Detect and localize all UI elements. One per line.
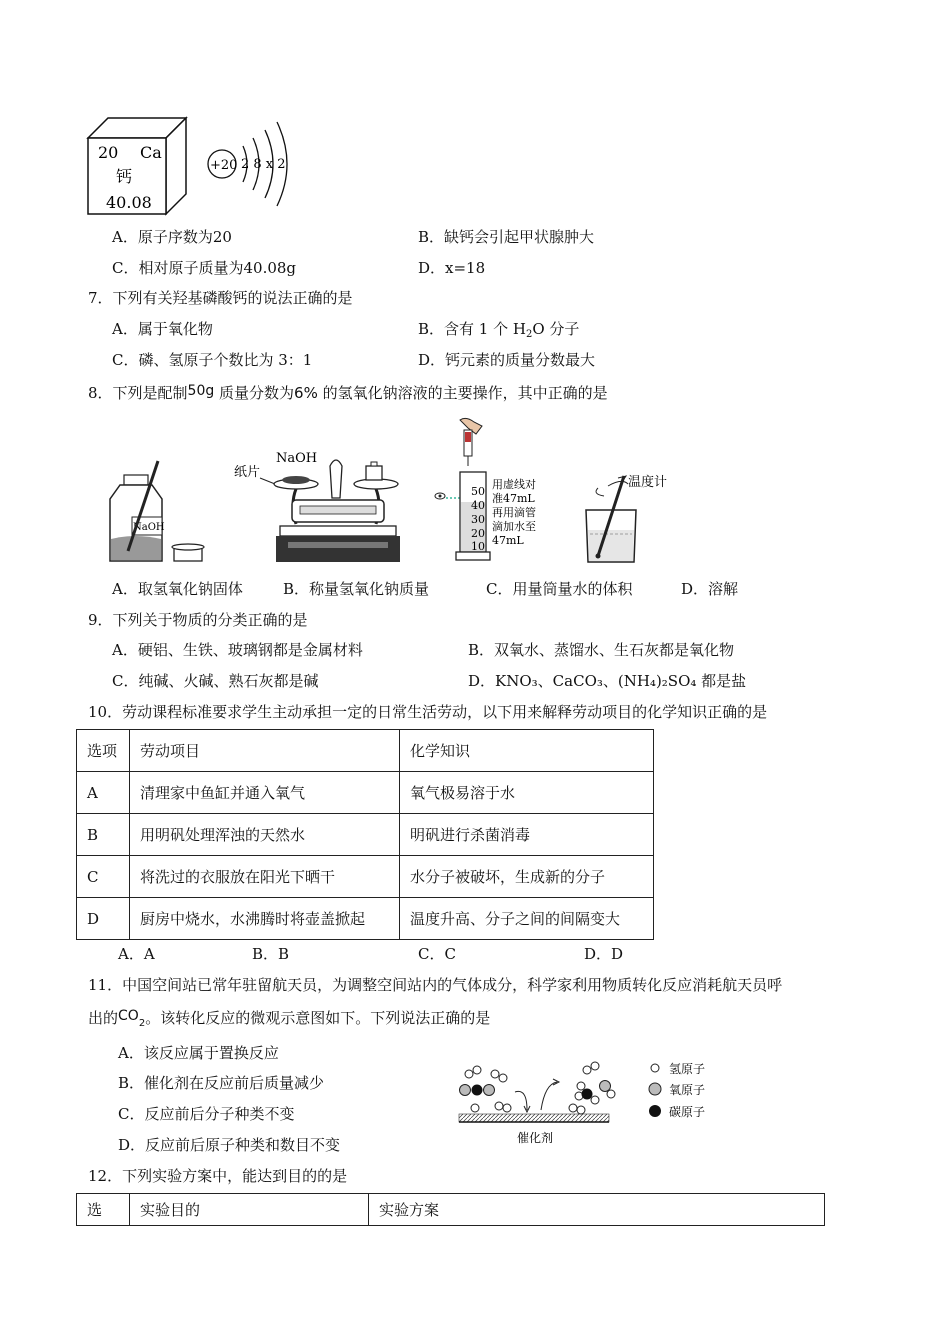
q11-option-a: A．该反应属于置换反应 bbox=[118, 1044, 279, 1062]
legend-carbon-icon bbox=[649, 1105, 661, 1117]
table-cell: D bbox=[77, 898, 130, 940]
table-header-cell: 选项 bbox=[77, 730, 130, 772]
cyl-note-4: 滴加水至 bbox=[492, 520, 536, 533]
cyl-tick-30: 30 bbox=[471, 513, 485, 526]
table-cell: 明矾进行杀菌消毒 bbox=[400, 814, 654, 856]
q7-option-d: D．钙元素的质量分数最大 bbox=[418, 351, 596, 369]
table-header-row bbox=[77, 1194, 825, 1226]
table-header-cell: 实验目的 bbox=[130, 1194, 369, 1226]
q10-option-d: D．D bbox=[584, 945, 624, 963]
cyl-tick-40: 40 bbox=[471, 499, 485, 512]
table-cell: 厨房中烧水，水沸腾时将壶盖掀起 bbox=[130, 898, 400, 940]
figure-measure-water bbox=[430, 416, 560, 568]
cyl-note-1: 用虚线对 bbox=[492, 478, 536, 491]
q7-option-a: A．属于氧化物 bbox=[112, 320, 213, 338]
bottle-label: NaOH bbox=[133, 522, 165, 533]
table-cell: 用明矾处理浑浊的天然水 bbox=[130, 814, 400, 856]
table-cell: 清理家中鱼缸并通入氧气 bbox=[130, 772, 400, 814]
q9-option-c: C．纯碱、火碱、熟石灰都是碱 bbox=[112, 672, 319, 690]
cyl-note-2: 准47mL bbox=[492, 492, 535, 505]
q11-option-b: B．催化剂在反应前后质量减少 bbox=[118, 1074, 325, 1092]
table-row bbox=[77, 898, 654, 940]
cyl-note-5: 47mL bbox=[492, 534, 524, 547]
q6-option-a: A．原子序数为20 bbox=[112, 228, 232, 246]
reaction-micro-diagram bbox=[455, 1058, 725, 1150]
table-header-cell: 实验方案 bbox=[369, 1194, 825, 1226]
cyl-tick-20: 20 bbox=[471, 527, 485, 540]
element-cell-figure bbox=[86, 116, 190, 216]
q10-option-b: B．B bbox=[252, 945, 290, 963]
table-header-cell: 化学知识 bbox=[400, 730, 654, 772]
q11-option-c: C．反应前后分子种类不变 bbox=[118, 1105, 295, 1123]
table-row bbox=[77, 856, 654, 898]
q12-table bbox=[76, 1193, 825, 1226]
element-symbol: Ca bbox=[140, 143, 162, 162]
electron-shells: 2 8 x 2 bbox=[241, 157, 286, 172]
q11-stem-line1: 11．中国空间站已常年驻留航天员，为调整空间站内的气体成分，科学家利用物质转化反应消耗航天员呼 bbox=[88, 976, 783, 994]
q9-option-d: D．KNO₃、CaCO₃、(NH₄)₂SO₄ 都是盐 bbox=[468, 672, 747, 690]
q8-caption-d: D．溶解 bbox=[681, 580, 739, 598]
q9-option-b: B．双氧水、蒸馏水、生石灰都是氧化物 bbox=[468, 641, 735, 659]
q9-option-a: A．硬铝、生铁、玻璃钢都是金属材料 bbox=[112, 641, 363, 659]
atom-structure-diagram bbox=[205, 118, 305, 210]
catalyst-label: 催化剂 bbox=[517, 1131, 554, 1145]
q6-option-c: C．相对原子质量为40.08g bbox=[112, 259, 297, 277]
naoh-label: NaOH bbox=[276, 451, 318, 466]
legend-carbon: 碳原子 bbox=[669, 1105, 706, 1119]
q10-option-a: A．A bbox=[118, 945, 155, 963]
thermometer-label: 温度计 bbox=[628, 475, 668, 490]
legend-oxygen: 氧原子 bbox=[669, 1083, 706, 1097]
q12-stem: 12．下列实验方案中，能达到目的的是 bbox=[88, 1167, 348, 1185]
q11-option-d: D．反应前后原子种类和数目不变 bbox=[118, 1136, 341, 1154]
element-number: 20 bbox=[98, 143, 119, 162]
legend-hydrogen-icon bbox=[651, 1064, 659, 1072]
table-cell: B bbox=[77, 814, 130, 856]
q11-stem-line2: 出的$CO_2$。该转化反应的微观示意图如下。下列说法正确的是 bbox=[88, 1008, 491, 1029]
q8-caption-a: A．取氢氧化钠固体 bbox=[112, 580, 243, 598]
q7-option-b: B．含有 1 个 $H_2O$ 分子 bbox=[418, 320, 580, 340]
table-cell: 氧气极易溶于水 bbox=[400, 772, 654, 814]
q10-option-c: C．C bbox=[418, 945, 456, 963]
q8-caption-c: C．用量筒量水的体积 bbox=[486, 580, 633, 598]
table-row bbox=[77, 772, 654, 814]
q8-caption-b: B．称量氢氧化钠质量 bbox=[283, 580, 430, 598]
table-cell: C bbox=[77, 856, 130, 898]
cyl-tick-10: 10 bbox=[471, 540, 485, 553]
figure-take-naoh bbox=[106, 455, 216, 567]
table-cell: 温度升高、分子之间的间隔变大 bbox=[400, 898, 654, 940]
paper-label: 纸片 bbox=[234, 465, 261, 480]
element-mass: 40.08 bbox=[106, 193, 152, 212]
cyl-note-3: 再用滴管 bbox=[492, 506, 536, 519]
nucleus-charge: +20 bbox=[210, 158, 238, 173]
table-header-cell: 选 bbox=[77, 1194, 130, 1226]
q7-option-c: C．磷、氢原子个数比为 3：1 bbox=[112, 351, 313, 369]
figure-weigh-naoh bbox=[230, 446, 408, 568]
element-name: 钙 bbox=[116, 167, 133, 186]
legend-oxygen-icon bbox=[649, 1083, 661, 1095]
q8-stem: 8．下列是配制50g 质量分数为6% 的氢氧化钠溶液的主要操作，其中正确的是 bbox=[88, 383, 608, 402]
q9-stem: 9．下列关于物质的分类正确的是 bbox=[88, 611, 308, 629]
legend-hydrogen: 氢原子 bbox=[669, 1062, 706, 1076]
q6-option-d: D．x=18 bbox=[418, 259, 486, 277]
cyl-tick-50: 50 bbox=[471, 485, 485, 498]
table-header-row bbox=[77, 730, 654, 772]
table-header-cell: 劳动项目 bbox=[130, 730, 400, 772]
q6-option-b: B．缺钙会引起甲状腺肿大 bbox=[418, 228, 595, 246]
table-cell: A bbox=[77, 772, 130, 814]
table-row bbox=[77, 814, 654, 856]
table-cell: 水分子被破坏，生成新的分子 bbox=[400, 856, 654, 898]
q7-stem: 7．下列有关羟基磷酸钙的说法正确的是 bbox=[88, 289, 353, 307]
figure-dissolve bbox=[578, 466, 688, 568]
q10-stem: 10．劳动课程标准要求学生主动承担一定的日常生活劳动，以下用来解释劳动项目的化学知识正确的是 bbox=[88, 703, 768, 721]
q10-table bbox=[76, 729, 654, 940]
table-cell: 将洗过的衣服放在阳光下晒干 bbox=[130, 856, 400, 898]
